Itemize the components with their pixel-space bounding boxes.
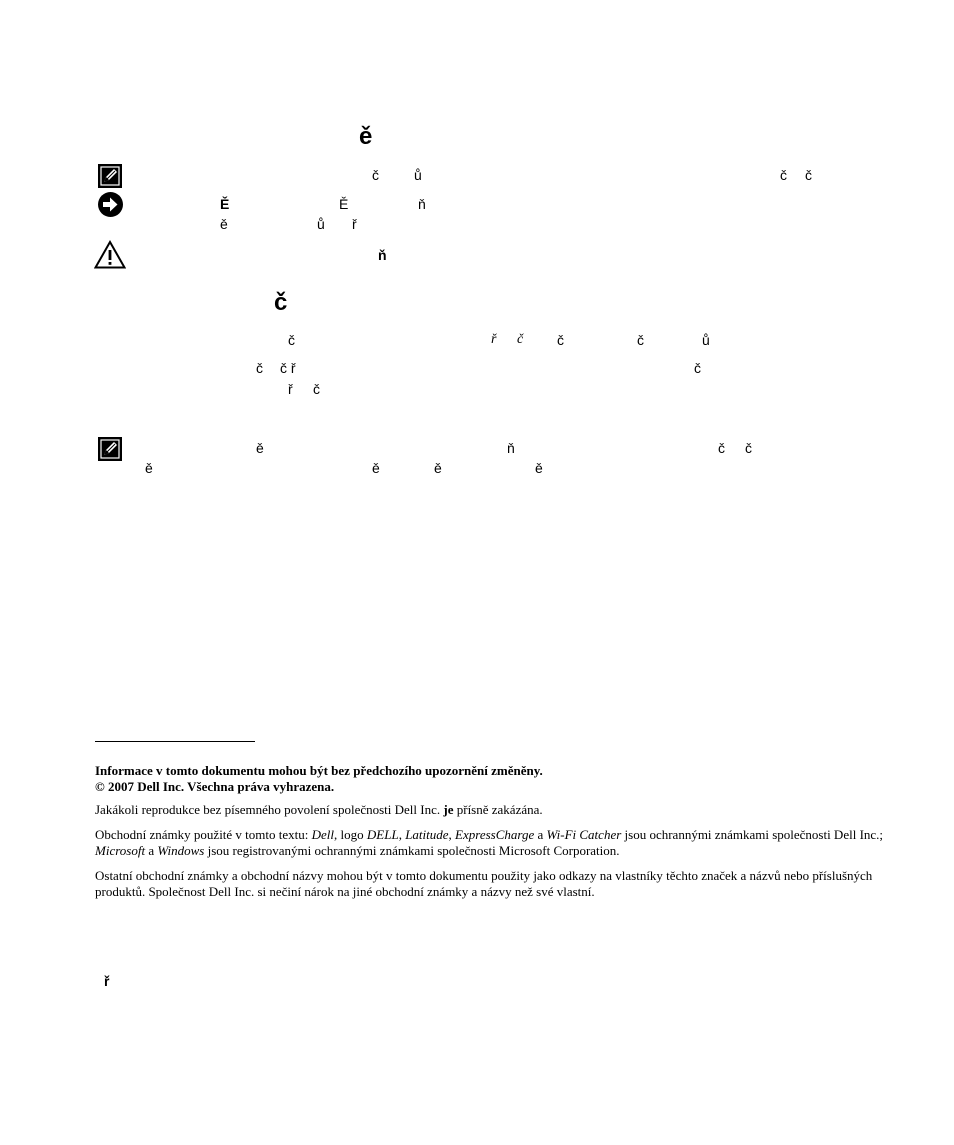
footer-tm-text: , [398, 827, 406, 842]
footer-reproduction [95, 802, 895, 818]
footer-tm-italic: ExpressCharge [455, 827, 535, 842]
note1-glyph: ů [414, 167, 422, 183]
note-pencil-icon [97, 436, 123, 462]
para-glyph: č [694, 360, 701, 376]
footnote-rule [95, 741, 255, 742]
footer-tm-text: a [534, 827, 547, 842]
footer-tm-text: , logo [334, 827, 367, 842]
footer-tm-italic: Latitude [405, 827, 449, 842]
footer-tm-italic: Windows [157, 843, 205, 858]
note2-glyph: ě [535, 460, 543, 476]
footer-tm-text: jsou ochrannými známkami společnosti Dell Inc.; [621, 827, 884, 842]
para-glyph: č [557, 332, 564, 348]
footer-other-trademarks [95, 868, 890, 900]
footer-repro-bold: je [443, 802, 454, 817]
notice-glyph: Ě [220, 196, 230, 212]
para-glyph: ů [702, 332, 710, 348]
footer-tm-italic: DELL [366, 827, 399, 842]
note2-glyph: ě [256, 440, 264, 456]
footer-copyright-line: © 2007 Dell Inc. Všechna práva vyhrazena. [95, 779, 335, 794]
note2-glyph: ň [507, 440, 515, 456]
note2-glyph: č [718, 440, 725, 456]
notice-glyph: ř [352, 216, 357, 232]
para-glyph: č [517, 332, 524, 347]
para-glyph: č [256, 360, 263, 376]
footer-tm-text: jsou registrovanými ochrannými známkami společnosti Microsoft Corporation. [204, 843, 620, 858]
footer-tm-italic: Wi-Fi Catcher [546, 827, 622, 842]
note2-glyph: č [745, 440, 752, 456]
notice-arrow-icon [97, 191, 124, 218]
note1-glyph: č [780, 167, 787, 183]
footer-tm-italic: Dell [311, 827, 335, 842]
footer-other-tm-text: Ostatní obchodní známky a obchodní názvy mohou být v tomto dokumentu použity jako odkazy na vlastníky těchto značek a názvů nebo příslušných produktů. Společnost Dell Inc. si nečiní nárok na jiné obchodní známky a názvy než své vlastní. [95, 868, 873, 899]
para-glyph: ř [491, 332, 497, 347]
footer-info-line: Informace v tomto dokumentu mohou být bez předchozího upozornění změněny. [95, 763, 543, 778]
note1-glyph: č [805, 167, 812, 183]
heading-glyph: ě [359, 123, 373, 150]
footer-notice [95, 763, 895, 795]
bottom-glyph: ř [104, 973, 110, 989]
para-glyph: č [637, 332, 644, 348]
footer-tm-text: a [145, 843, 158, 858]
caution-glyph: ň [378, 247, 387, 263]
note2-glyph: ě [372, 460, 380, 476]
footer-trademarks [95, 827, 895, 859]
note-pencil-icon [97, 163, 123, 189]
footer-repro-text: Jakákoli reprodukce bez písemného povolení společnosti Dell Inc. [95, 802, 444, 817]
footer-tm-text: Obchodní známky použité v tomto textu: [95, 827, 312, 842]
caution-triangle-icon [94, 240, 126, 269]
notice-glyph: Ě [339, 196, 349, 212]
para-glyph: č [288, 332, 295, 348]
footer-tm-text: , [448, 827, 456, 842]
note1-glyph: č [372, 167, 379, 183]
para-glyph: č [313, 381, 320, 397]
note2-glyph: ě [434, 460, 442, 476]
para-glyph: č ř [280, 360, 296, 376]
para-glyph: ř [288, 381, 293, 397]
footer-tm-italic: Microsoft [95, 843, 146, 858]
notice-glyph: ů [317, 216, 325, 232]
note2-glyph: ě [145, 460, 153, 476]
footer-repro-text: přísně zakázána. [453, 802, 543, 817]
notice-glyph: ě [220, 216, 228, 232]
heading-glyph: č [274, 289, 288, 316]
notice-glyph: ň [418, 196, 426, 212]
